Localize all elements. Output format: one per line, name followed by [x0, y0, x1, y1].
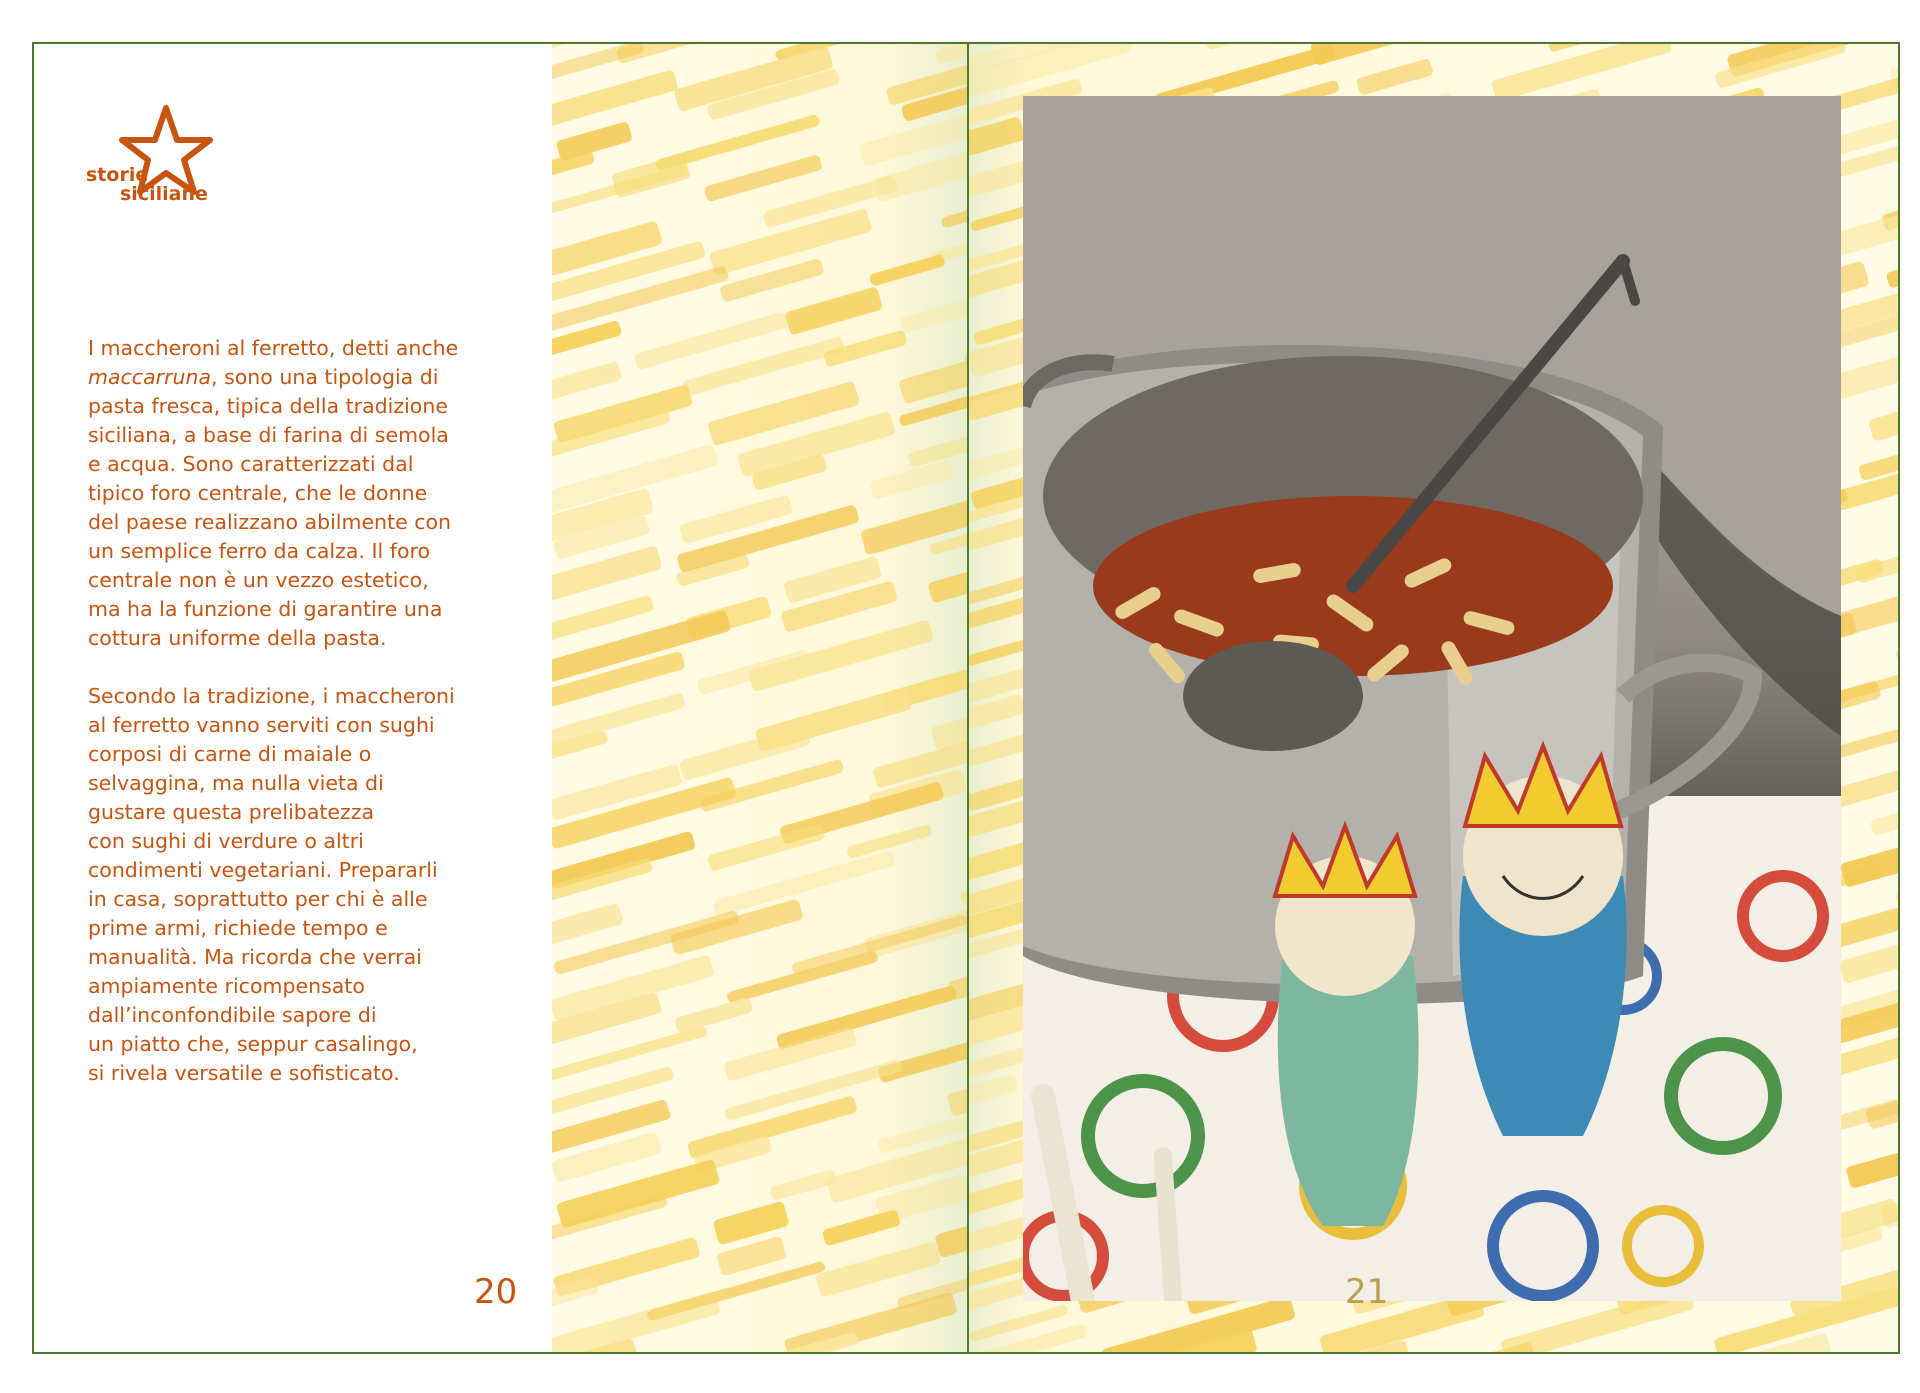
brush-stroke — [815, 1241, 942, 1298]
brush-stroke — [898, 343, 967, 404]
paragraph-1 — [88, 334, 528, 653]
brush-stroke — [703, 154, 823, 202]
brush-stroke — [1549, 1351, 1617, 1352]
brush-stroke — [552, 361, 623, 403]
brush-stroke — [674, 997, 753, 1033]
page-left — [34, 44, 969, 1352]
brush-stroke — [935, 44, 967, 64]
paragraph-1-end: , sono una tipologia di pasta fresca, tipica della tradizione siciliana, a base di farina di semola e acqua. Sono caratterizzati dal tipico foro centrale, che le donne del paese realizzano abilmente con un semplice ferro da calza. Il foro centrale non è un vezzo estetico, ma ha la funzione di garantire una cottura uniforme della pasta. — [88, 365, 452, 650]
brush-stroke — [1845, 1131, 1898, 1189]
page-number-right: 21 — [1345, 1272, 1389, 1312]
brand-logo — [86, 166, 208, 204]
brush-stroke — [900, 291, 967, 334]
brush-stroke — [822, 1209, 901, 1247]
brush-stroke — [552, 44, 645, 84]
brush-stroke — [904, 1333, 967, 1352]
brush-stroke — [791, 914, 967, 974]
brush-stroke — [552, 44, 594, 53]
brush-stroke — [784, 1292, 959, 1352]
brush-stroke — [869, 254, 946, 287]
brush-stroke — [552, 902, 624, 945]
brush-stroke — [556, 121, 633, 161]
brush-stroke — [775, 985, 957, 1050]
brush-stroke — [1886, 250, 1898, 289]
article-text — [88, 334, 528, 1117]
brush-stroke — [1833, 751, 1898, 807]
page-right — [969, 44, 1898, 1352]
brush-stroke — [747, 619, 934, 692]
brush-stroke — [1861, 1323, 1898, 1352]
book-spread — [32, 42, 1900, 1354]
brush-stroke — [927, 555, 967, 604]
brush-stroke — [969, 1073, 1019, 1108]
brush-stroke — [1310, 44, 1487, 66]
brush-stroke — [1356, 58, 1434, 96]
brush-stroke — [969, 116, 1026, 162]
brush-stroke — [552, 1291, 721, 1352]
logo-line-1: storie — [86, 164, 149, 186]
brush-stroke — [946, 1067, 967, 1117]
brush-stroke — [769, 1169, 837, 1201]
brush-stroke — [707, 823, 826, 871]
paragraph-1-italic: maccarruna — [88, 365, 212, 389]
logo-line-2: siciliane — [120, 183, 208, 205]
brush-stroke — [552, 69, 679, 130]
brush-stroke — [784, 286, 883, 335]
paragraph-1-start: I maccheroni al ferretto, detti anche — [88, 336, 459, 360]
photo-pasta-pot — [1023, 96, 1841, 1301]
page-number-left: 20 — [474, 1272, 518, 1312]
brush-stroke — [877, 1034, 967, 1083]
brush-stroke — [1868, 384, 1898, 442]
stripe-pattern-left — [552, 44, 967, 1352]
brush-stroke — [1204, 44, 1277, 50]
paragraph-2: Secondo la tradizione, i maccheroni al ferretto vanno serviti con sughi corposi di carne di maiale o selvaggina, ma nulla vieta di gustare questa prelibatezza con sughi di verdure o altri condimenti vegetariani. Prepararli in casa, soprattutto per chi è alle prime armi, richiede tempo e manualità. Ma ricorda che verrai ampiamente ricompensato dall’inconfondibile sapore di un piatto che, seppur casalingo, si rivela versatile e sofisticato. — [88, 684, 455, 1085]
brush-stroke — [679, 725, 811, 781]
brush-stroke — [726, 950, 879, 1004]
brush-stroke — [959, 858, 967, 906]
brush-stroke — [940, 187, 967, 229]
